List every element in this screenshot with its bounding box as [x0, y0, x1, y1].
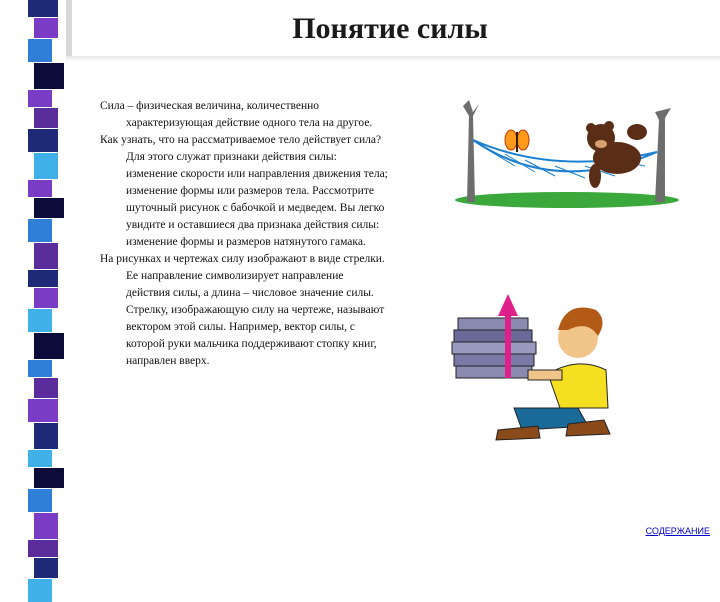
stripe-block: [28, 270, 58, 287]
stripe-block: [28, 39, 52, 62]
stripe-block: [28, 309, 52, 332]
stripe-block: [34, 423, 58, 449]
decorative-stripe: [0, 0, 62, 540]
stripe-block: [28, 399, 58, 422]
stripe-block: [28, 489, 52, 512]
stripe-block: [28, 540, 58, 557]
stripe-block: [34, 63, 64, 89]
stripe-block: [28, 180, 52, 197]
slide-title: Понятие силы: [292, 12, 488, 45]
books-stack-icon: [452, 318, 536, 378]
stripe-block: [28, 219, 52, 242]
stripe-block: [28, 450, 52, 467]
paragraph-vector: На рисунках и чертежах силу изображают в виде стрелки. Ее направление символизирует направление действия силы, а длина – числовое значение силы. Стрелку, изображающую силу на чертеже, называют вектором этой силы. Например, вектор силы, с которой руки мальчика поддерживают стопку книг, направлен вверх.: [100, 253, 385, 367]
stripe-block: [34, 513, 58, 539]
stripe-block: [34, 288, 58, 308]
stripe-block: [28, 360, 52, 377]
stripe-block: [34, 378, 58, 398]
bear-icon: [586, 121, 647, 188]
body-text: [100, 98, 390, 370]
stripe-block: [28, 129, 58, 152]
contents-link[interactable]: СОДЕРЖАНИЕ: [645, 526, 710, 536]
stripe-block: [34, 333, 64, 359]
stripe-block: [34, 198, 64, 218]
stripe-block: [28, 579, 52, 602]
stripe-block: [34, 153, 58, 179]
stripe-block: [28, 90, 52, 107]
stripe-block: [34, 108, 58, 128]
stripe-block: [34, 468, 64, 488]
stripe-block: [34, 243, 58, 269]
stripe-block: [28, 0, 58, 17]
hammock-bear-butterfly-illustration: [455, 96, 680, 211]
boy-carrying-books-illustration: [448, 290, 623, 450]
stripe-block: [34, 558, 58, 578]
paragraph-definition: Сила – физическая величина, количественно характеризующая действие одного тела на другое.: [100, 100, 373, 129]
stripe-block: [34, 18, 58, 38]
paragraph-signs: Как узнать, что на рассматриваемое тело действует сила? Для этого служат признаки действия силы: изменение скорости или направления движения тела; изменение формы или размеров тела. Рассмотрите шуточный рисунок с бабочкой и медведем. Вы легко увидите и оставшиеся два признака действия силы: изменение формы и размеров натянутого гамака.: [100, 134, 388, 248]
butterfly-icon: [505, 130, 529, 152]
